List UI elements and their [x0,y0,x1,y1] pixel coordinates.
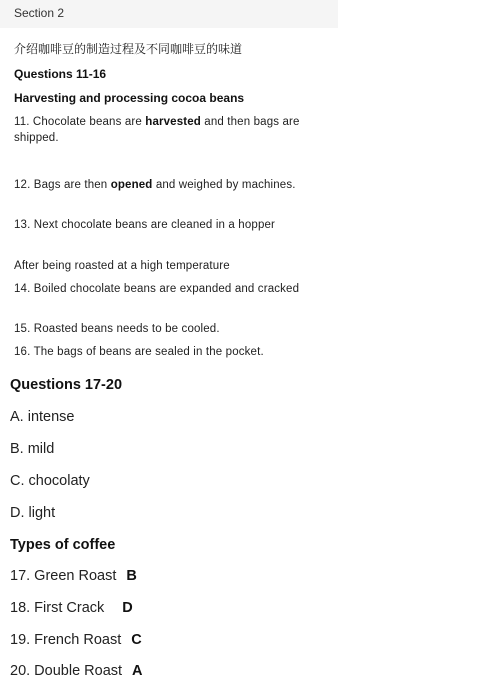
question-12-text-before: 12. Bags are then [14,179,111,191]
question-20 [10,663,143,679]
question-16: 16. The bags of beans are sealed in the pocket. [14,346,264,358]
question-18-label: 18. First Crack [10,600,105,616]
question-18 [10,600,133,616]
question-14: 14. Boiled chocolate beans are expanded and cracked [14,283,300,295]
question-19-answer: C [131,632,142,648]
questions-11-16-heading: Questions 11-16 [14,67,107,81]
roasted-note: After being roasted at a high temperature [14,260,230,272]
section-header-bar [0,0,338,28]
option-a: A. intense [10,409,75,425]
question-19 [10,632,142,648]
question-19-label: 19. French Roast [10,632,122,648]
option-d: D. light [10,505,56,521]
chinese-title: 介绍咖啡豆的制造过程及不同咖啡豆的味道 [14,42,243,56]
question-17-label: 17. Green Roast [10,568,117,584]
question-12-keyword: opened [110,179,153,191]
question-17 [10,568,137,584]
question-17-answer: B [126,568,137,584]
question-13: 13. Next chocolate beans are cleaned in a hopper [14,219,276,231]
question-12-text-after: and weighed by machines. [152,179,296,191]
question-20-label: 20. Double Roast [10,663,123,679]
types-of-coffee-heading: Types of coffee [10,537,116,553]
section-panel [0,0,338,362]
questions-11-16-subheading: Harvesting and processing cocoa beans [14,91,245,105]
questions-17-20-heading: Questions 17-20 [10,377,123,393]
question-11-text-before: 11. Chocolate beans are [14,116,146,128]
question-11 [14,114,330,146]
question-18-answer: D [122,600,133,616]
question-15: 15. Roasted beans needs to be cooled. [14,323,220,335]
section-label: Section 2 [14,6,65,20]
question-11-keyword: harvested [145,116,201,128]
question-20-answer: A [132,663,143,679]
option-b: B. mild [10,441,55,457]
question-12 [14,177,330,193]
option-c: C. chocolaty [10,473,90,489]
question-11-text-after: and then bags are shipped. [14,116,300,144]
